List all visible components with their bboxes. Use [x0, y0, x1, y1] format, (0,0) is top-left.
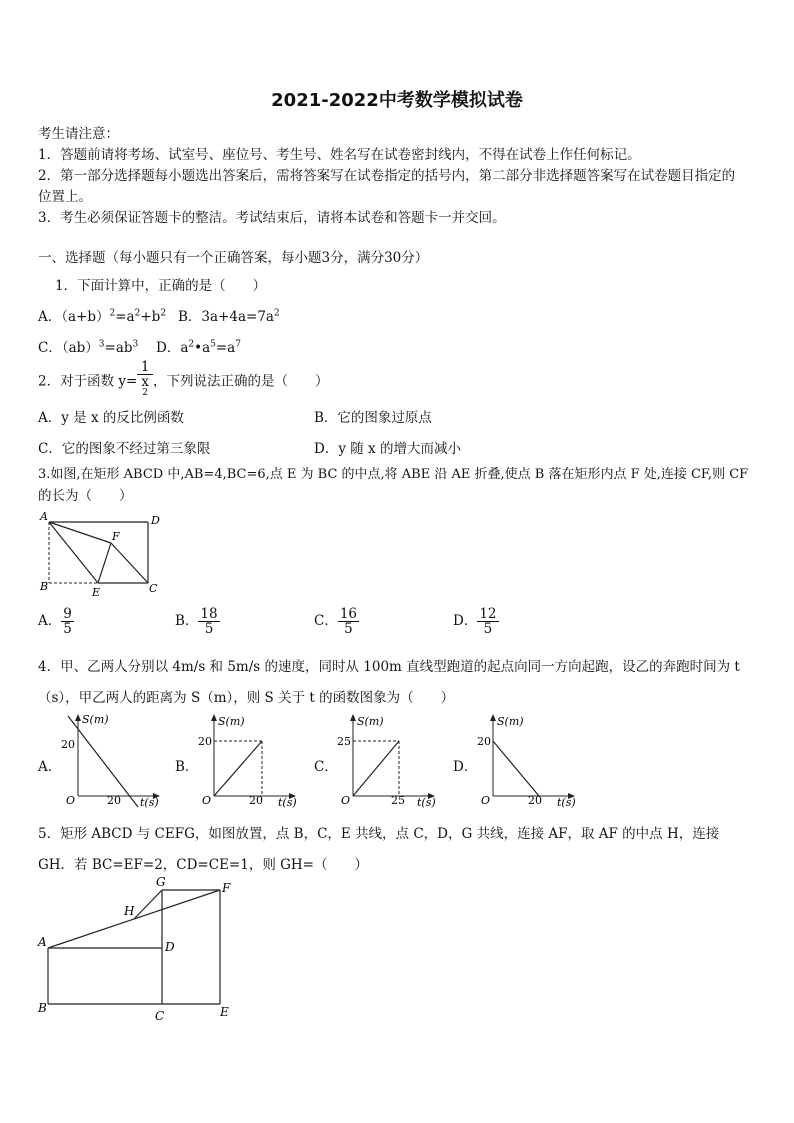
q4-c-origin: O — [341, 794, 351, 807]
q4-b-origin: O — [202, 794, 212, 807]
q4-a-xtick: 20 — [107, 794, 121, 807]
q1-stem: 1．下面计算中，正确的是（ ） — [55, 278, 267, 294]
q3-label-d: D — [151, 514, 160, 527]
q3-figure — [36, 508, 166, 598]
q4-a-xlabel: t(s) — [140, 796, 159, 808]
section-heading: 一、选择题（每小题只有一个正确答案，每小题3分，满分30分） — [38, 250, 429, 266]
q4-c-xtick: 25 — [391, 794, 405, 807]
q4-stem-1: 4．甲、乙两人分别以 4m/s 和 5m/s 的速度，同时从 100m 直线型跑道的起点向同一方向起跑，设乙的奔跑时间为 t — [38, 659, 740, 675]
q2-fraction: 1 x $^2$ — [137, 360, 153, 404]
q3-option-b: B． $\frac{18}{5}$ — [175, 606, 218, 638]
q4-d-ytick: 20 — [477, 735, 491, 748]
q2-stem: 2．对于函数 y= 1 x $^2$ ，下列说法正确的是（ ） — [38, 360, 328, 404]
q2-option-b: B．它的图象过原点 — [314, 410, 432, 426]
q4-a-ylabel: S(m) — [82, 713, 109, 726]
q4-stem-2: （s），甲乙两人的距离为 S（m），则 S 关于 t 的函数图象为（ ） — [38, 690, 455, 706]
q4-option-b-label: B． — [175, 759, 199, 775]
q5-label-d: D — [165, 940, 175, 954]
q5-label-b: B — [38, 1001, 47, 1015]
q4-option-c-label: C． — [314, 759, 338, 775]
q4-d-ylabel: S(m) — [497, 715, 524, 728]
q4-b-xlabel: t(s) — [278, 796, 297, 808]
q1-option-d: D．$a^2•a^5=a^7$ — [156, 339, 241, 356]
q1-option-b: B．$3a+4a=7a^2$ — [178, 308, 280, 325]
q2-option-c: C．它的图象不经过第三象限 — [38, 441, 211, 457]
q4-a-ytick: 20 — [61, 738, 75, 751]
q4-graph-b — [196, 712, 306, 808]
q5-label-a: A — [38, 935, 47, 949]
q3-label-c: C — [149, 582, 158, 595]
q3-label-e: E — [92, 586, 101, 598]
q5-figure — [34, 874, 244, 1024]
q3-label-a: A — [40, 510, 48, 523]
q4-c-ytick: 25 — [337, 735, 351, 748]
q1-option-a: A．$(a+b)^2=a^2+b^2$ — [38, 308, 167, 325]
notice-heading: 考生请注意： — [38, 126, 119, 142]
q4-option-d-label: D． — [453, 759, 478, 775]
notice-item-2: 2．第一部分选择题每小题选出答案后，需将答案写在试卷指定的括号内，第二部分非选择题答案写在试卷题目指定的 — [38, 168, 736, 184]
q4-graph-c — [335, 712, 445, 808]
notice-item-3: 3．考生必须保证答题卡的整洁。考试结束后，请将本试卷和答题卡一并交回。 — [38, 210, 506, 226]
q3-label-b: B — [40, 580, 49, 593]
q4-graph-a — [58, 712, 166, 808]
q4-d-origin: O — [481, 794, 491, 807]
q5-stem-1: 5．矩形 ABCD 与 CEFG，如图放置，点 B，C，E 共线，点 C，D，G 共线，连接 AF，取 AF 的中点 H，连接 — [38, 826, 720, 842]
q4-graph-d — [475, 712, 585, 808]
q2-option-d: D．y 随 x 的增大而减小 — [314, 441, 461, 457]
q4-d-xlabel: t(s) — [557, 796, 576, 808]
q1-option-c: C．$(ab)^3=ab^3$ — [38, 339, 139, 356]
q4-b-ylabel: S(m) — [218, 715, 245, 728]
q3-stem-2: 的长为（ ） — [38, 488, 133, 504]
q5-label-g: G — [156, 875, 166, 889]
q5-label-h: H — [124, 904, 135, 918]
q2-option-a: A．y 是 x 的反比例函数 — [38, 410, 184, 426]
q5-stem-2: GH．若 BC=EF=2，CD=CE=1，则 GH=（ ） — [38, 857, 368, 873]
q4-c-ylabel: S(m) — [357, 715, 384, 728]
page-title: 2021-2022中考数学模拟试卷 — [271, 90, 523, 111]
q4-b-xtick: 20 — [249, 794, 263, 807]
q4-a-origin: O — [66, 794, 76, 807]
q3-label-f: F — [112, 530, 120, 543]
notice-item-1: 1．答题前请将考场、试室号、座位号、考生号、姓名写在试卷密封线内，不得在试卷上作任何标记。 — [38, 147, 641, 163]
q4-option-a-label: A． — [38, 759, 62, 775]
q3-option-a: A． $\frac{9}{5}$ — [38, 606, 72, 638]
q5-label-f: F — [222, 881, 231, 895]
q4-c-xlabel: t(s) — [417, 796, 436, 808]
q5-label-e: E — [220, 1005, 229, 1019]
q3-option-c: C． $\frac{16}{5}$ — [314, 606, 358, 638]
q3-stem-1: 3.如图,在矩形 ABCD 中,AB=4,BC=6,点 E 为 BC 的中点,将 ABE 沿 AE 折叠,使点 B 落在矩形内点 F 处,连接 CF,则 CF — [38, 467, 749, 482]
notice-item-2-cont: 位置上。 — [38, 189, 92, 205]
q4-b-ytick: 20 — [198, 735, 212, 748]
q5-label-c: C — [155, 1009, 165, 1023]
q3-option-d: D． $\frac{12}{5}$ — [453, 606, 497, 638]
q4-d-xtick: 20 — [528, 794, 542, 807]
